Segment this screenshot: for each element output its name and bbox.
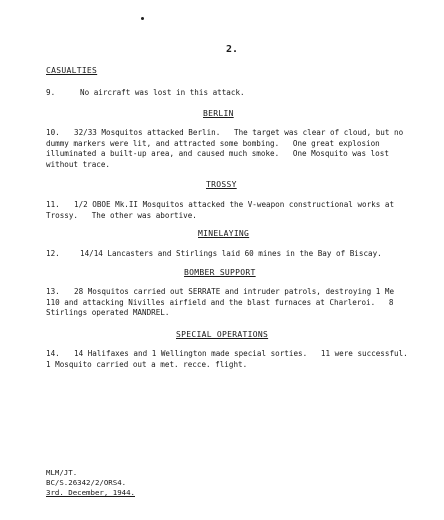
paragraph-text: 14/14 Lancasters and Stirlings laid 60 mines in the Bay of Biscay. (80, 249, 382, 258)
section-heading-trossy: TROSSY (206, 180, 237, 189)
paragraph-text: 14 Halifaxes and 1 Wellington made special sorties. 11 were successful. 1 Mosquito carried out a met. recce. flight. (46, 349, 408, 369)
paragraph-number: 9. (46, 88, 56, 97)
paragraph-text: 1/2 OBOE Mk.II Mosquitos attacked the V-weapon constructional works at Trossy. The other was abortive. (46, 200, 395, 220)
paragraph-text: 28 Mosquitos carried out SERRATE and intruder patrols, destroying 1 Me 110 and attacking Nivilles airfield and the blast furnaces at Charleroi. 8 Stirlings operated MANDREL. (46, 287, 395, 317)
footer-date: 3rd. December, 1944. (46, 488, 135, 497)
paragraph-number: 13. (46, 287, 60, 296)
paragraph-number: 14. (46, 349, 60, 358)
footer-initials: MLM/JT. (46, 468, 78, 477)
paragraph-text: No aircraft was lost in this attack. (80, 88, 245, 97)
page-number: 2. (226, 44, 239, 55)
section-heading-minelaying: MINELAYING (198, 229, 250, 238)
section-heading-casualties: CASUALTIES (46, 66, 98, 75)
footer-reference: BC/S.26342/2/ORS4. (46, 478, 127, 487)
section-heading-berlin: BERLIN (203, 109, 234, 118)
section-heading-bomber-support: BOMBER SUPPORT (184, 268, 256, 277)
paragraph-text: 32/33 Mosquitos attacked Berlin. The target was clear of cloud, but no dummy markers were lit, and attracted some bombing. One great explosion illuminated a built-up area, and caused much smoke. One Mosquito was lost without trace. (46, 128, 404, 169)
paragraph-number: 12. (46, 249, 60, 258)
section-heading-special-operations: SPECIAL OPERATIONS (176, 330, 269, 339)
paragraph-number: 11. (46, 200, 60, 209)
punch-mark (141, 17, 144, 20)
paragraph-number: 10. (46, 128, 60, 137)
